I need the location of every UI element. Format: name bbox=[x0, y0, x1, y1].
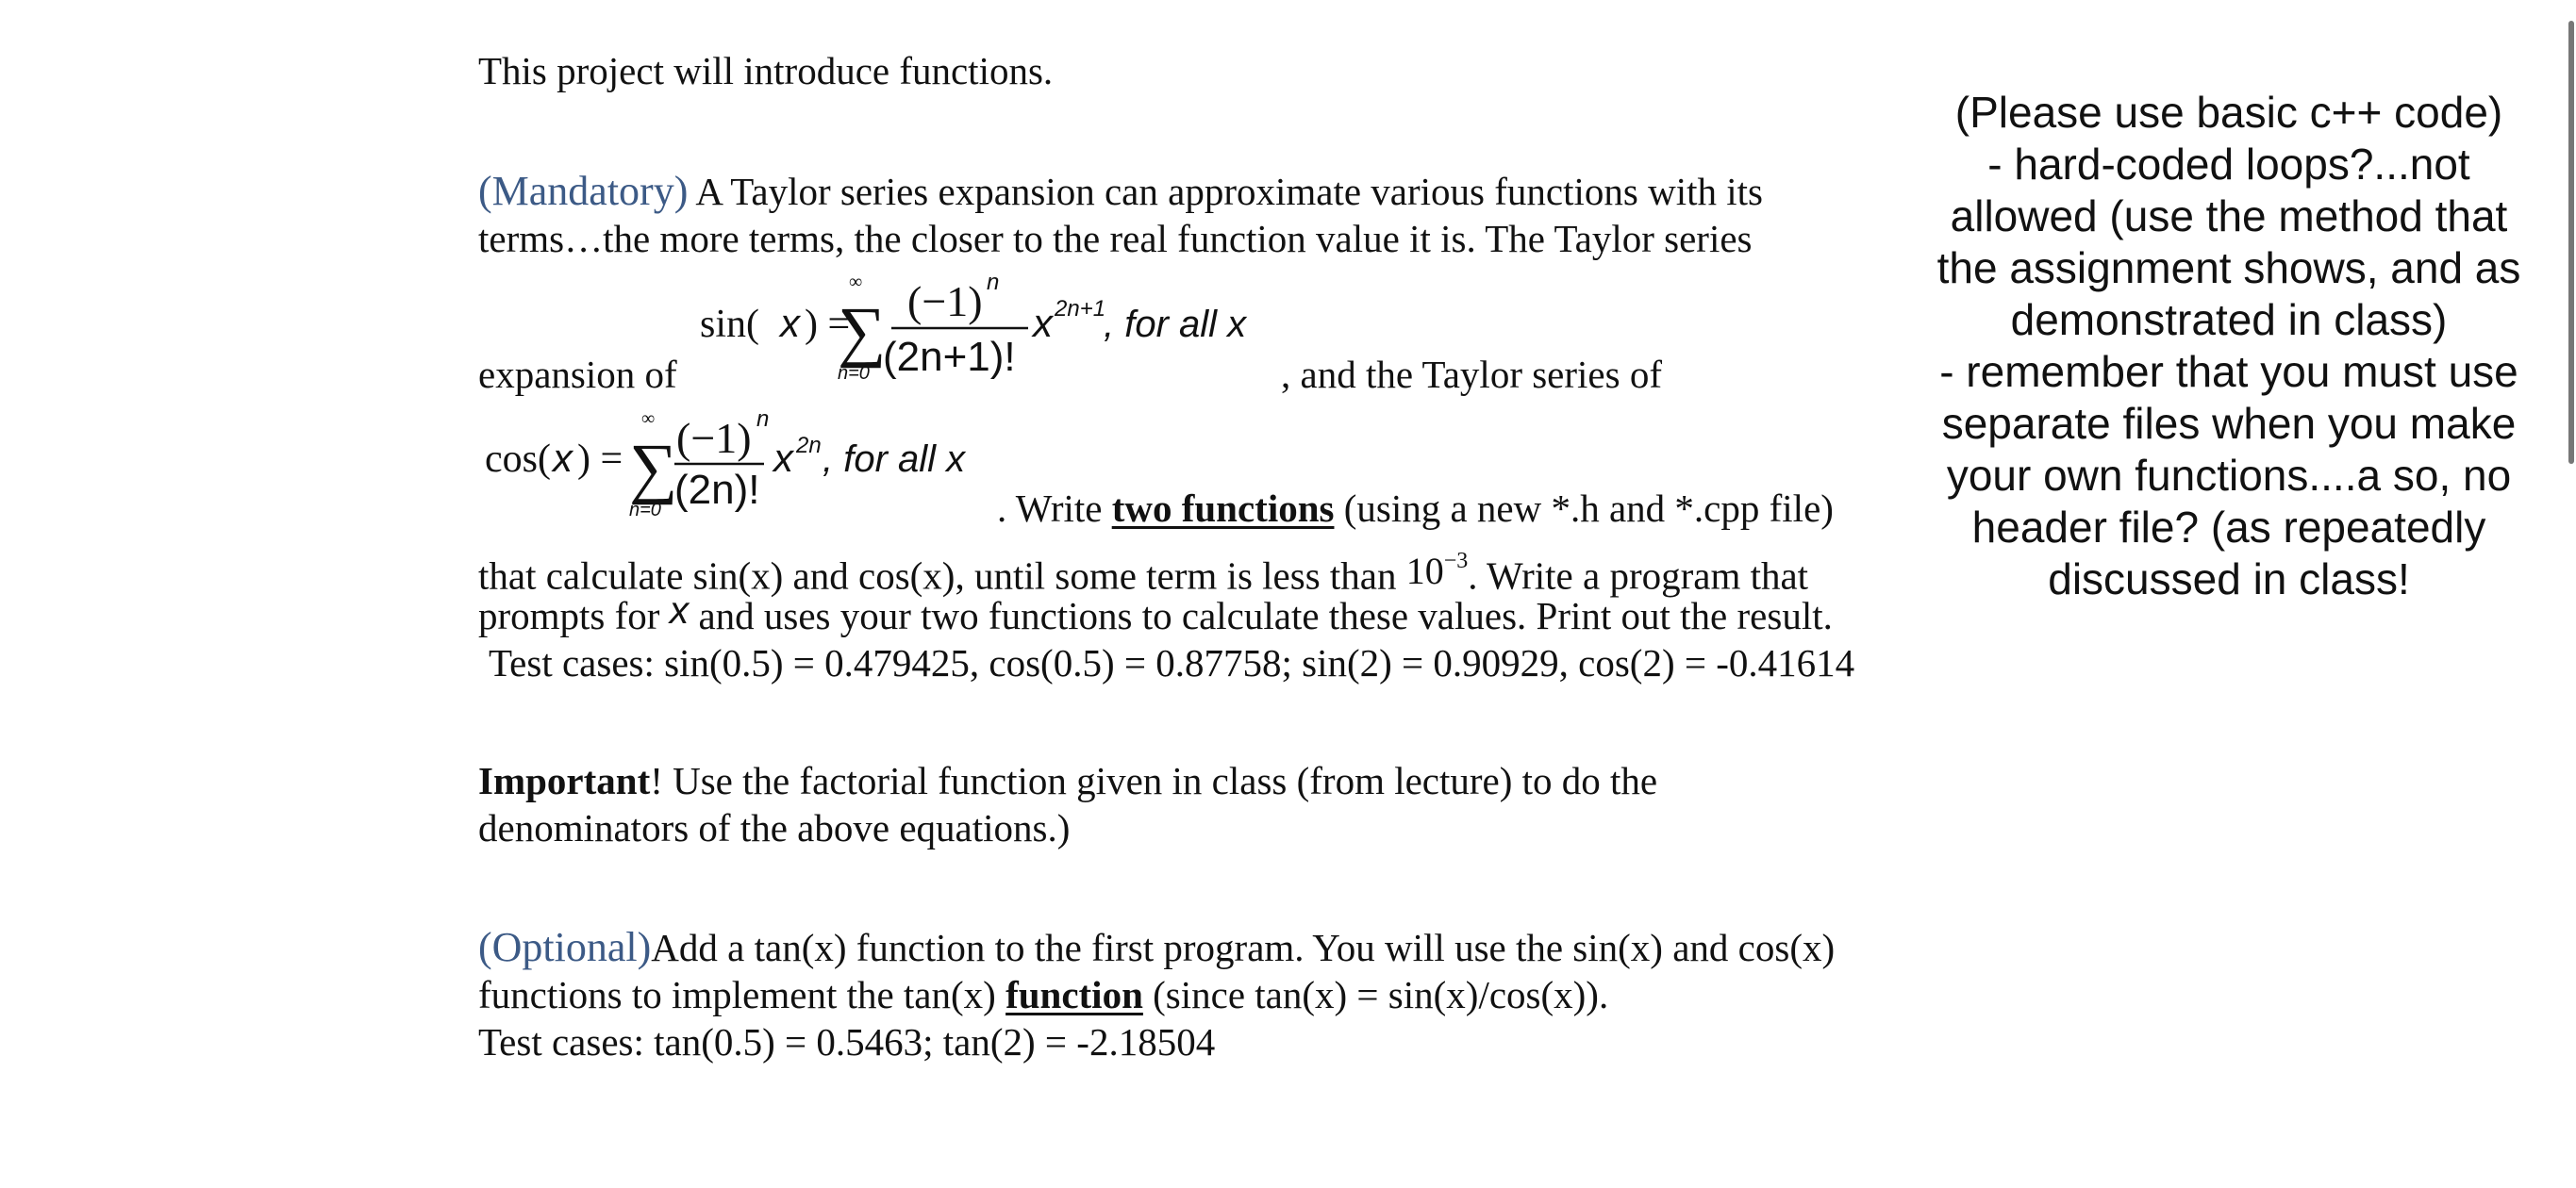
sin-lhs-close: ) = bbox=[805, 303, 851, 346]
optional-line-2-post: (since tan(x) = sin(x)/cos(x)). bbox=[1142, 973, 1609, 1016]
write-post: (using a new *.h and *.cpp file) bbox=[1334, 487, 1834, 530]
note-line: the assignment shows, and as bbox=[1936, 243, 2521, 292]
mandatory-line-2: terms…the more terms, the closer to the real function value it is. The Taylor series bbox=[478, 217, 1753, 260]
calc-post: . Write a program that bbox=[1468, 553, 1809, 598]
scrollbar-thumb[interactable] bbox=[2568, 21, 2574, 464]
optional-line-1 bbox=[478, 924, 1835, 971]
mandatory-line-1-text: A Taylor series expansion can approximate various functions with its bbox=[688, 170, 1763, 213]
sin-sum-bottom: n=0 bbox=[838, 363, 870, 384]
sin-formula bbox=[698, 269, 1302, 391]
two-functions-emphasis: two functions bbox=[1111, 487, 1335, 530]
optional-line-3: Test cases: tan(0.5) = 0.5463; tan(2) = -2.18504 bbox=[478, 1020, 1216, 1064]
note-line: separate files when you make bbox=[1941, 399, 2517, 448]
note-line: - hard-coded loops?...not bbox=[1987, 140, 2470, 189]
sin-numerator: (−1) bbox=[907, 277, 983, 325]
cos-sum-bottom: n=0 bbox=[629, 500, 661, 520]
cos-num-exp: n bbox=[756, 406, 770, 432]
test-cases-line: Test cases: sin(0.5) = 0.479425, cos(0.5) = 0.87758; sin(2) = 0.90929, cos(2) = -0.41614 bbox=[489, 641, 1855, 685]
important-line-1-text: ! Use the factorial function given in class (from lecture) to do the bbox=[650, 759, 1658, 802]
and-taylor-of-text: , and the Taylor series of bbox=[1281, 353, 1662, 396]
mandatory-label: (Mandatory) bbox=[478, 168, 689, 214]
important-label: Important bbox=[478, 759, 651, 802]
cos-lhs: cos( bbox=[485, 437, 551, 481]
sin-power-exp: 2n+1 bbox=[1055, 296, 1106, 322]
mandatory-line-1 bbox=[478, 168, 1763, 215]
optional-line-2 bbox=[478, 971, 1608, 1018]
optional-line-2-pre: functions to implement the tan(x) bbox=[478, 973, 1006, 1016]
sin-denominator: (2n+1)! bbox=[883, 334, 1016, 380]
cos-numerator: (−1) bbox=[676, 414, 752, 462]
important-line-1 bbox=[478, 757, 1657, 804]
write-two-functions-line bbox=[997, 485, 1834, 532]
note-line: demonstrated in class) bbox=[2010, 295, 2448, 344]
note-line: header file? (as repeatedly bbox=[1971, 503, 2486, 552]
threshold-exponent: −3 bbox=[1443, 549, 1469, 573]
sin-lhs: sin( bbox=[700, 303, 759, 346]
write-pre: . Write bbox=[997, 487, 1112, 530]
cos-power-base: x bbox=[773, 436, 793, 480]
cos-lhs-var: x bbox=[553, 436, 573, 480]
cos-suffix: , for all x bbox=[823, 438, 966, 480]
prompts-pre: prompts for bbox=[478, 594, 670, 637]
important-line-2: denominators of the above equations.) bbox=[478, 806, 1071, 850]
optional-line-1-text: Add a tan(x) function to the first program. You will use the sin(x) and cos(x) bbox=[651, 926, 1836, 969]
sin-sum-symbol: ∑ bbox=[838, 293, 887, 369]
sin-lhs-var: x bbox=[780, 301, 800, 345]
function-emphasis: function bbox=[1005, 973, 1143, 1016]
optional-label: (Optional) bbox=[478, 924, 652, 970]
intro-text: This project will introduce functions. bbox=[478, 49, 1054, 92]
threshold-base: 10 bbox=[1405, 549, 1444, 592]
cos-formula bbox=[483, 405, 1011, 528]
instructor-note bbox=[1903, 87, 2554, 605]
sin-suffix: , for all x bbox=[1104, 304, 1247, 345]
note-line: allowed (use the method that bbox=[1950, 191, 2508, 240]
cos-denominator: (2n)! bbox=[674, 467, 760, 513]
vertical-scrollbar[interactable] bbox=[2567, 0, 2576, 1188]
sin-sum-top: ∞ bbox=[849, 272, 863, 292]
cos-power-exp: 2n bbox=[796, 433, 822, 458]
sin-num-exp: n bbox=[987, 270, 1000, 295]
prompts-post: and uses your two functions to calculate these values. Print out the result. bbox=[689, 594, 1833, 637]
calc-pre: that calculate sin(x) and cos(x), until some term is less than bbox=[478, 553, 1406, 598]
cos-sum-top: ∞ bbox=[641, 408, 656, 429]
note-line: discussed in class! bbox=[2048, 554, 2410, 603]
sin-power-base: x bbox=[1033, 301, 1053, 345]
expansion-of-text: expansion of bbox=[478, 353, 677, 396]
cos-sum-symbol: ∑ bbox=[629, 430, 678, 505]
note-line: - remember that you must use bbox=[1939, 347, 2518, 396]
prompts-line bbox=[478, 588, 1833, 639]
prompt-var: x bbox=[669, 588, 690, 632]
note-line: (Please use basic c++ code) bbox=[1954, 88, 2503, 137]
note-line: your own functions....a so, no bbox=[1946, 451, 2512, 500]
cos-lhs-close: ) = bbox=[577, 437, 623, 481]
